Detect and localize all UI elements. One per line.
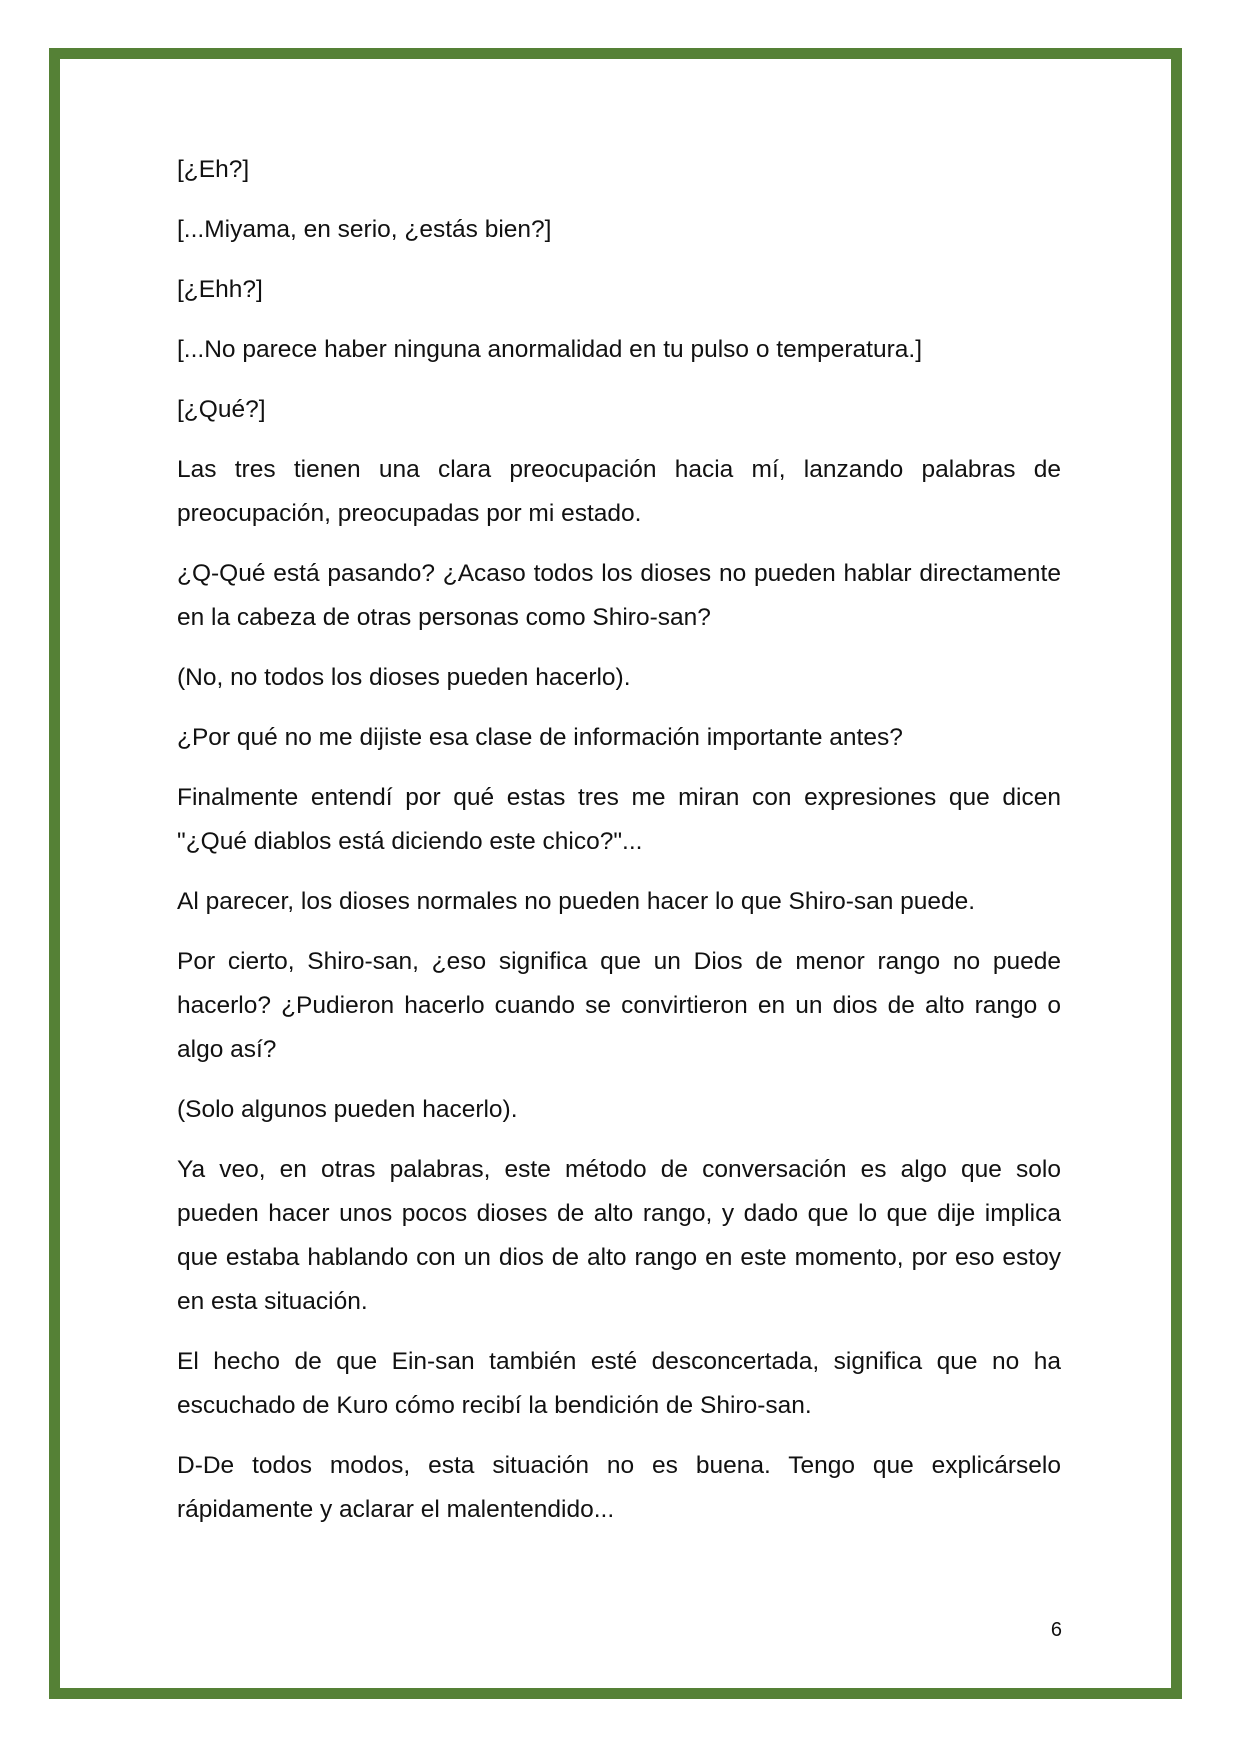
paragraph: [¿Eh?] xyxy=(177,156,250,183)
paragraph: [...No parece haber ninguna anormalidad en tu pulso o temperatura.] xyxy=(177,336,923,363)
paragraph: Las tres tienen una clara preocupación hacia mí, lanzando palabras de preocupación, preocupadas por mi estado. xyxy=(177,456,1061,527)
paragraph: ¿Por qué no me dijiste esa clase de información importante antes? xyxy=(177,724,903,751)
paragraph: Finalmente entendí por qué estas tres me miran con expresiones que dicen "¿Qué diablos está diciendo este chico?"... xyxy=(177,784,1061,855)
paragraph: [...Miyama, en serio, ¿estás bien?] xyxy=(177,216,552,243)
paragraph: (Solo algunos pueden hacerlo). xyxy=(177,1096,518,1123)
paragraph: D-De todos modos, esta situación no es buena. Tengo que explicárselo rápidamente y aclarar el malentendido... xyxy=(177,1452,1061,1523)
paragraph: Al parecer, los dioses normales no pueden hacer lo que Shiro-san puede. xyxy=(177,888,976,915)
paragraph: [¿Qué?] xyxy=(177,396,266,423)
paragraph: Ya veo, en otras palabras, este método de conversación es algo que solo pueden hacer unos pocos dioses de alto rango, y dado que lo que dije implica que estaba hablando con un dios de alto rango en este momento, por eso estoy en esta situación. xyxy=(177,1156,1061,1315)
paragraph: Por cierto, Shiro-san, ¿eso significa que un Dios de menor rango no puede hacerlo? ¿Pudieron hacerlo cuando se convirtieron en un dios de alto rango o algo así? xyxy=(177,948,1061,1063)
page-number: 6 xyxy=(1050,1619,1062,1641)
paragraph: (No, no todos los dioses pueden hacerlo). xyxy=(177,664,631,691)
document-body xyxy=(177,148,1061,1548)
paragraph: El hecho de que Ein-san también esté desconcertada, significa que no ha escuchado de Kuro cómo recibí la bendición de Shiro-san. xyxy=(177,1348,1061,1419)
paragraph: [¿Ehh?] xyxy=(177,276,263,303)
paragraph: ¿Q-Qué está pasando? ¿Acaso todos los dioses no pueden hablar directamente en la cabeza de otras personas como Shiro-san? xyxy=(177,560,1061,631)
